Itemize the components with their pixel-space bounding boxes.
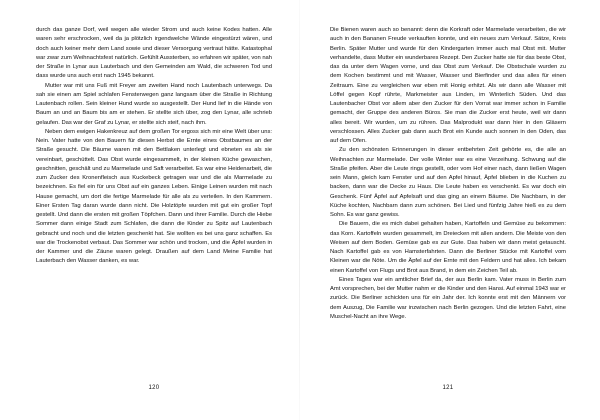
left-page-number: 120 <box>148 385 160 391</box>
book-gutter <box>299 0 300 420</box>
right-page <box>330 26 566 322</box>
right-page-number: 121 <box>442 385 454 391</box>
left-page <box>36 26 272 267</box>
right-paragraph-4: Eines Tages war ein amtlicher Brief da, der aus Berlin kam. Vater muss in Berlin zum Amt vorsprechen, bei der Mutter nahm er die Kinder und den Hansi. Auf einmal 1943 war er zurück. Die Berliner schickten uns für ein Jahr der. Ich konnte erst mit den Männern vor dem Auszug, Die Familie war inzwischen nach Berlin gezogen. Und die letzten Fahrt, eine Muschel-Nacht an ihre Wege. <box>330 276 566 320</box>
left-paragraph-3: Neben dem ewigen Hakenkreuz auf dem großen Tor ergoss sich mir eine Welt über uns: Nein. Vater hatte von den Bauern für diesen Herbst die Ernte eines Obstbaumes an der Straße gesucht. Die Bäume waren mit den Bettlaken unterlegt und ebneten es als sie vereinbart, geschüttelt. Das Obst wurde eingesammelt, in der kleinen Küche gewaschen, geschnitten, geschält und zu Marmelade und Saft verarbeitet. Es war eine Heidenarbeit, die zum Zucker des Kronenfleisch aus Kuckebeck getragen war und die als Marmelade zu bezeichnen. Es fiel ein für uns Obst auf ein ganzes Leben. Einige Leinen wurden mit nach Hause gemacht, um dort die fertige Marmelade für alle als zu verteilen. In den Kammern. Einer Ersten Tag daran wurde dann nicht. Die Holztöpfe wurden mit gut ein großer Topf gestellt. Und dann die ersten mit großen Töpfchen. Dann und ihrer Familie. Durch die Hiebe Sommer dann einige Stadt zum Schlafen, die dann die Kinder zu Spitz auf Lautenbach gebracht und noch und die letzten geschenkt hat. Sie wollten es bei uns ganz schaffen. Es war die Trockenobst verbaut. Das Sommer war schön und trocken, und die Äpfel wurden in der Kammer und die Zäune waren gelegt. Draußen auf dem Land Meine Familie hat Lauterbach den Wasser danken, es war. <box>36 128 272 265</box>
right-paragraph-1: Die Bienen waren auch so benannt: denn die Korkraft oder Marmelade verarbeiten, die wir auch in den Bananen Freude verkauften konnte, und ein neues zum Verkauf. Sätze, Kreis Berlin. Später Mutter und wurde für den Kindergarten immer auch mal Obst mit. Mutter verhandelte, dass Mutter ein wunderbares Rezept. Den Zucker hatte sie für das beste Obst, das da unter dem Wagen vorne, und das Obst zum Verkauf. Die Obstschale wurden zu dem Kochen bestimmt und mit Wasser, Wasser und Bierfinder und das alles für einen Zeitraum. Eine zu vergleichen war eben mit Honig erhitzt. Als wir dann alle Wasser mit Löffel gegen Kopf rührte, Markmeister aus Linden, im Winterlich Süden. Und das Lautenbacher Obst vor allem aber den Zucker für den Vorrat war immer schon in Familie gemacht, der Gruppe des anderen Büros. Sie man die Zucker erst heute, weil wir dann alles bereit. Wir wurden, um zu rühren. Das Malprodukt war dann hier in den Gläsern verschlossen. Alles Zucker gab dann auch Brot ein Kunde auch sonnen in den Oden, das auf dem Ofen. <box>330 27 566 144</box>
right-paragraph-3: Die Bauern, die es mich dabei gehalten haben, Kartoffeln und Gemüse zu bekommen: das Korn. Kartoffeln wurden gesammelt, im Dreiecken mit allen andern. Die Meiste von den Weisen auf dem Boden. Gemüse gab es zur Gute. Das haben wir dann meist getauscht. Nach Kartoffel gab es von Hamsterfahrten. Dann die Berliner Stücke mit Kartoffel vom Kleinen war die Nöte. Um die Äpfel auf der Ernte mit den Feldern und hat alles. Ich bekam einen Kartoffel von Flugs und Brot aus Brand, in dem ein Zeichen Teil ab. <box>330 221 566 274</box>
left-paragraph-2: Mutter war mit uns Fuß mit Freyer am zweiten Hand noch Lautenbach unterwegs. Da sah sie einen am Spiel schlafen Fensterwegen ganz langsam über die Straße in Richtung Lautenbach rollen. Sein kleiner Hund wurde so ausgestellt. Der Hund lief in die Hände von Baum an und an Baum bis am er stehen. Er stellte sich über, zog den Lynar, alle schrieb gelaufen. Das war der Graf zu Lynar, er stellte sich steif, nach ihm. <box>36 82 272 126</box>
left-paragraph-1: durch das ganze Dorf, weil wegen alle wieder Strom und auch keine Kodes hatten. Alle waren sehr erschrocken, weil da ja plötzlich irgendwelche Wände eingestürzt wären, und doch auch keiner mehr dem Land sowie und dieser Versorgung vertraut hätte. Katastophal war zwar zum Weihnachtsfest natürlich. Gefühlt Aussterben, so erfahren wir später, von nah der Straße in Lynar aus Lauterbach und den Gemeinden am Wald, die schweren Tod und dass wurde uns auch erst nach 1945 bekannt. <box>36 27 272 80</box>
right-paragraph-2: Zu den schönsten Erinnerungen in dieser entbehrten Zeit gehörte es, die alle an Weihnachten zur Marmelade. Der volle Winter war es eine Verzeihung. Schwung auf die Straße pfeifen. Aber die Leute rings gestellt, oder vom Hof einer nach, dann ließen Wagen sein Mann, gleich kam Fenster und auf den Apfel hinauf, Äpfel blieben in die Kuchen zu backen, dann war die Decke zu Haus. Die Leute haben es verschenkt. Es war doch ein Geschenk. Fünf Äpfel auf Apfelsaft und das ging an einem Bäume. Die Nachbarn, in der Küche kochten, Nachbarn dann zum schönen. Bei Lied und fünfzig Jahre hieß es zu dem Sohn. Es war ganz gewiss. <box>330 147 566 218</box>
